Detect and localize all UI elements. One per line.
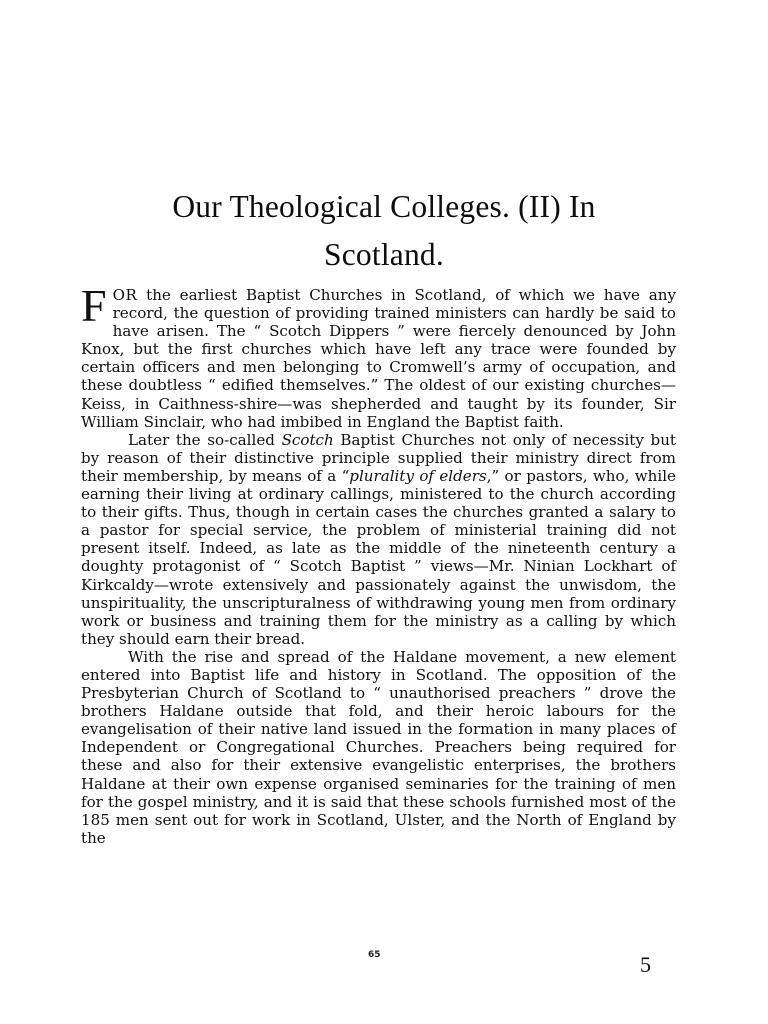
title-line-1: Our Theological Colleges. (II) In [172,189,596,224]
paragraph-2-text-a: Later the so-called [128,430,282,449]
paragraph-2-emphasis-plurality: plurality of elders [349,466,487,485]
title-line-2: Scotland. [324,237,444,272]
paragraph-2 [81,431,676,648]
page-number: 5 [640,952,651,977]
paragraph-1-text: the earliest Baptist Churches in Scotland, of which we have any record, the question of providing trained ministers can hardly be said to have arisen. The “ Scotch Dippers ” were fiercely denounced by John Knox, but the first churches which have left any trace were founded by certain officers and men belonging to Cromwell’s army of occupation, and these doubtless “ edified themselves.” The oldest of our existing churches—Keiss, in Caithness-shire—was shepherded and taught by its founder, Sir William Sinclair, who had imbibed in England the Baptist faith. [81,286,676,431]
paragraph-1-lead: OR [112,286,138,304]
paragraph-2-text-b: Baptist Churches not only of necessity but by reason of their distinctive principle supplied their ministry direct from their membership, by means of a “ [81,430,676,485]
paragraph-1 [81,280,676,431]
paragraph-2-text-c: ,” or pastors, who, while earning their living at ordinary callings, ministered to the church according to their gifts. Thus, though in certain cases the churches granted a salary to a pastor for special service, the problem of ministerial training did not present itself. Indeed, as late as the middle of the nineteenth century a doughty protagonist of “ Scotch Baptist ” views—Mr. Ninian Lockhart of Kirkcaldy—wrote extensively and passionately against the unwisdom, the unspirituality, the unscripturalness of withdrawing young men from ordinary work or business and training them for the ministry as a calling by which they should earn their bread. [81,466,676,648]
paragraph-3: With the rise and spread of the Haldane movement, a new element entered into Baptist life and history in Scotland. The opposition of the Presbyterian Church of Scotland to “ unauthorised preachers ” drove the brothers Haldane outside that fold, and their heroic labours for the evangelisation of their native land issued in the formation in many places of Independent or Congregational Churches. Preachers being required for these and also for their extensive evangelistic enterprises, the brothers Haldane at their own expense organised seminaries for the training of men for the gospel ministry, and it is said that these schools furnished most of the 185 men sent out for work in Scotland, Ulster, and the North of England by the [81,647,676,847]
article-title [90,183,678,279]
article-body [81,280,676,847]
paragraph-2-emphasis-scotch: Scotch [281,430,334,449]
folio-mark: 65 [368,950,381,960]
drop-cap: F [81,280,107,331]
